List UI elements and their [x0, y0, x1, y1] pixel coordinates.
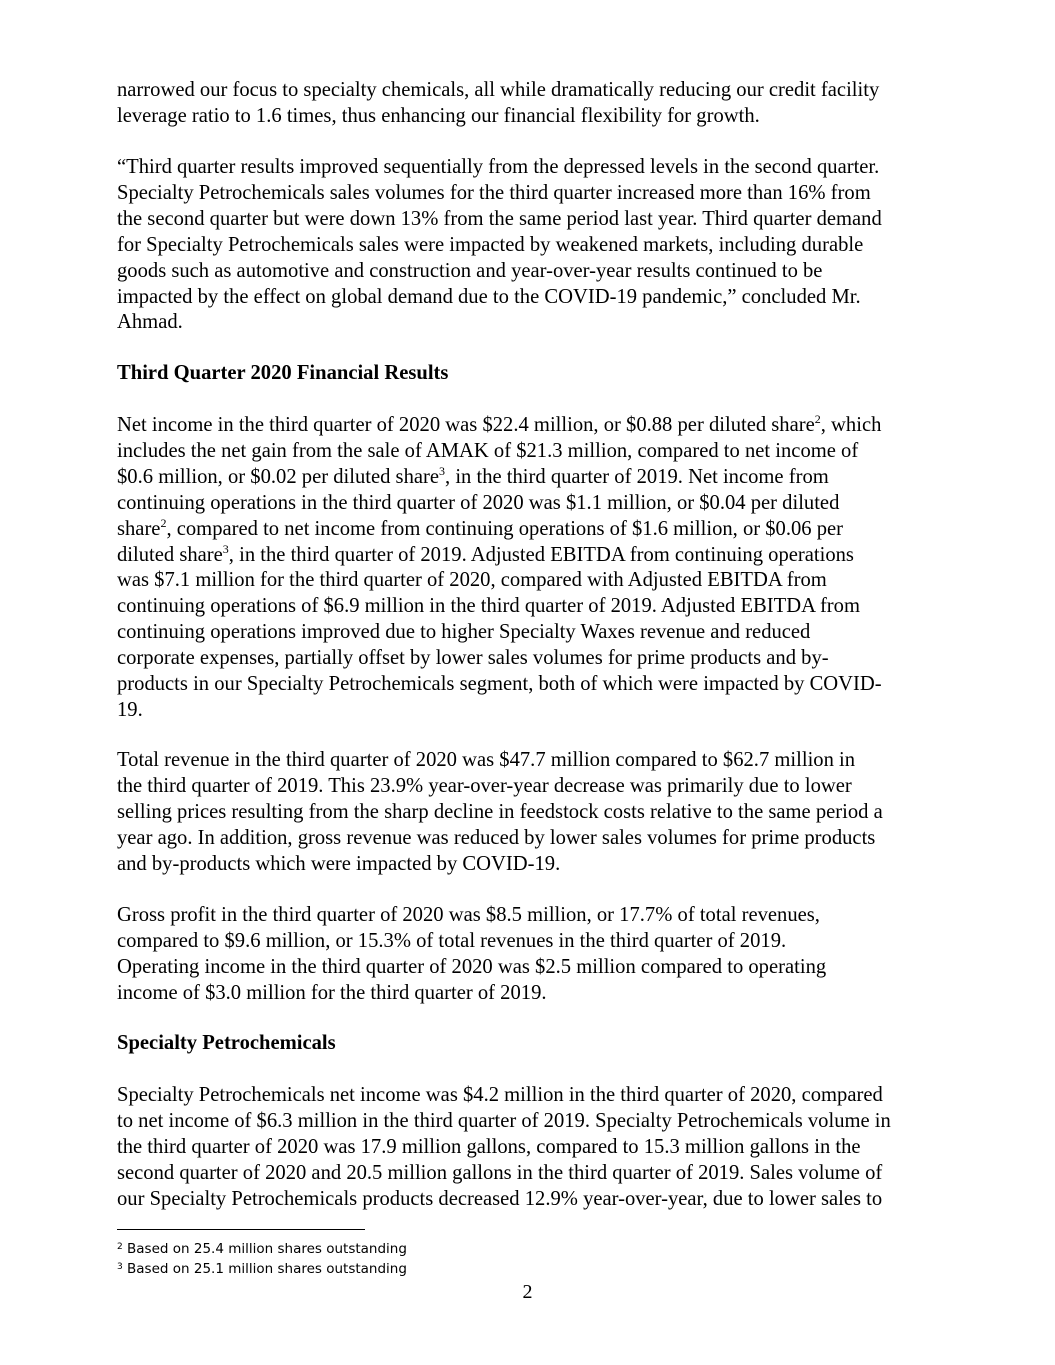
footnote-text: Based on 25.1 million shares outstanding	[122, 1261, 407, 1277]
text-span: $0.6 million, or $0.02 per diluted share	[117, 465, 440, 488]
section-heading-specialty-petrochemicals: Specialty Petrochemicals	[117, 1032, 336, 1054]
text-line: continuing operations of $6.9 million in the third quarter of 2019. Adjusted EBITDA from	[117, 595, 860, 618]
text-line: Specialty Petrochemicals net income was $4.2 million in the third quarter of 2020, compared	[117, 1084, 883, 1106]
text-line	[117, 543, 962, 569]
footnote-ref: 2	[814, 412, 821, 426]
text-line	[117, 517, 962, 543]
text-span: diluted share	[117, 543, 223, 566]
text-line: products in our Specialty Petrochemicals segment, both of which were impacted by COVID-	[117, 673, 882, 696]
text-line: income of $3.0 million for the third quarter of 2019.	[117, 981, 547, 1004]
footnote-ref: 3	[222, 541, 229, 556]
text-line: leverage ratio to 1.6 times, thus enhancing our financial flexibility for growth.	[117, 104, 760, 127]
footnote-ref: 3	[439, 463, 446, 478]
text-line: to net income of $6.3 million in the third quarter of 2019. Specialty Petrochemicals volume in	[117, 1109, 891, 1132]
text-line: Ahmad.	[117, 311, 183, 334]
text-line: our Specialty Petrochemicals products decreased 12.9% year-over-year, due to lower sales to	[117, 1187, 883, 1210]
text-line	[117, 465, 962, 491]
paragraph-total-revenue	[117, 748, 962, 878]
text-line: continuing operations improved due to higher Specialty Waxes revenue and reduced	[117, 621, 811, 644]
footnote-mark: 3	[117, 1262, 123, 1272]
text-line: “Third quarter results improved sequentially from the depressed levels in the second quarter.	[117, 156, 880, 178]
text-line: goods such as automotive and construction and year-over-year results continued to be	[117, 259, 823, 282]
text-span: Net income in the third quarter of 2020 was $22.4 million, or $0.88 per diluted share	[117, 414, 815, 436]
text-line: year ago. In addition, gross revenue was reduced by lower sales volumes for prime products	[117, 826, 876, 849]
page-number: 2	[522, 1281, 533, 1303]
text-span: share	[117, 517, 161, 540]
paragraph-petrochemicals	[117, 1083, 962, 1213]
paragraph-credit-facility	[117, 78, 962, 130]
text-line: selling prices resulting from the sharp decline in feedstock costs relative to the same period a	[117, 800, 883, 823]
text-line: includes the net gain from the sale of AMAK of $21.3 million, compared to net income of	[117, 439, 859, 462]
text-line: Gross profit in the third quarter of 2020 was $8.5 million, or 17.7% of total revenues,	[117, 904, 820, 926]
text-line: Total revenue in the third quarter of 2020 was $47.7 million compared to $62.7 million in	[117, 749, 856, 771]
text-span: , compared to net income from continuing operations of $1.6 million, or $0.06 per	[166, 517, 844, 540]
text-line: second quarter of 2020 and 20.5 million gallons in the third quarter of 2019. Sales volume of	[117, 1161, 883, 1184]
text-span: , in the third quarter of 2019. Adjusted EBITDA from continuing operations	[228, 543, 854, 566]
footnote-mark: 2	[117, 1242, 123, 1252]
text-line: 19.	[117, 698, 143, 721]
footnote	[117, 1240, 407, 1259]
paragraph-ceo-quote	[117, 155, 962, 336]
text-line: the third quarter of 2020 was 17.9 million gallons, compared to 15.3 million gallons in the	[117, 1135, 861, 1158]
section-heading-q3-results: Third Quarter 2020 Financial Results	[117, 362, 449, 384]
footnote-ref: 2	[160, 515, 167, 530]
text-line: Operating income in the third quarter of 2020 was $2.5 million compared to operating	[117, 955, 827, 978]
text-line	[117, 413, 962, 439]
text-span: , which	[820, 414, 882, 436]
text-span: , in the third quarter of 2019. Net income from	[445, 465, 829, 488]
text-line: corporate expenses, partially offset by lower sales volumes for prime products and by-	[117, 647, 829, 670]
footnote-text: Based on 25.4 million shares outstanding	[122, 1241, 407, 1257]
text-line: was $7.1 million for the third quarter of 2020, compared with Adjusted EBITDA from	[117, 569, 827, 592]
text-line: continuing operations in the third quarter of 2020 was $1.1 million, or $0.04 per diluted	[117, 491, 840, 514]
footnote-divider	[117, 1229, 365, 1230]
text-line: Specialty Petrochemicals sales volumes for the third quarter increased more than 16% from	[117, 181, 871, 204]
text-line: the third quarter of 2019. This 23.9% year-over-year decrease was primarily due to lower	[117, 774, 852, 797]
text-line: for Specialty Petrochemicals sales were impacted by weakened markets, including durable	[117, 233, 864, 256]
text-line: the second quarter but were down 13% from the same period last year. Third quarter demand	[117, 207, 882, 230]
footnote	[117, 1260, 407, 1279]
text-line: narrowed our focus to specialty chemicals, all while dramatically reducing our credit facility	[117, 79, 880, 101]
paragraph-gross-profit	[117, 903, 962, 1007]
paragraph-net-income	[117, 413, 962, 724]
text-line: impacted by the effect on global demand due to the COVID-19 pandemic,” concluded Mr.	[117, 285, 861, 308]
text-line: compared to $9.6 million, or 15.3% of total revenues in the third quarter of 2019.	[117, 929, 787, 952]
text-line: and by-products which were impacted by COVID-19.	[117, 852, 561, 875]
